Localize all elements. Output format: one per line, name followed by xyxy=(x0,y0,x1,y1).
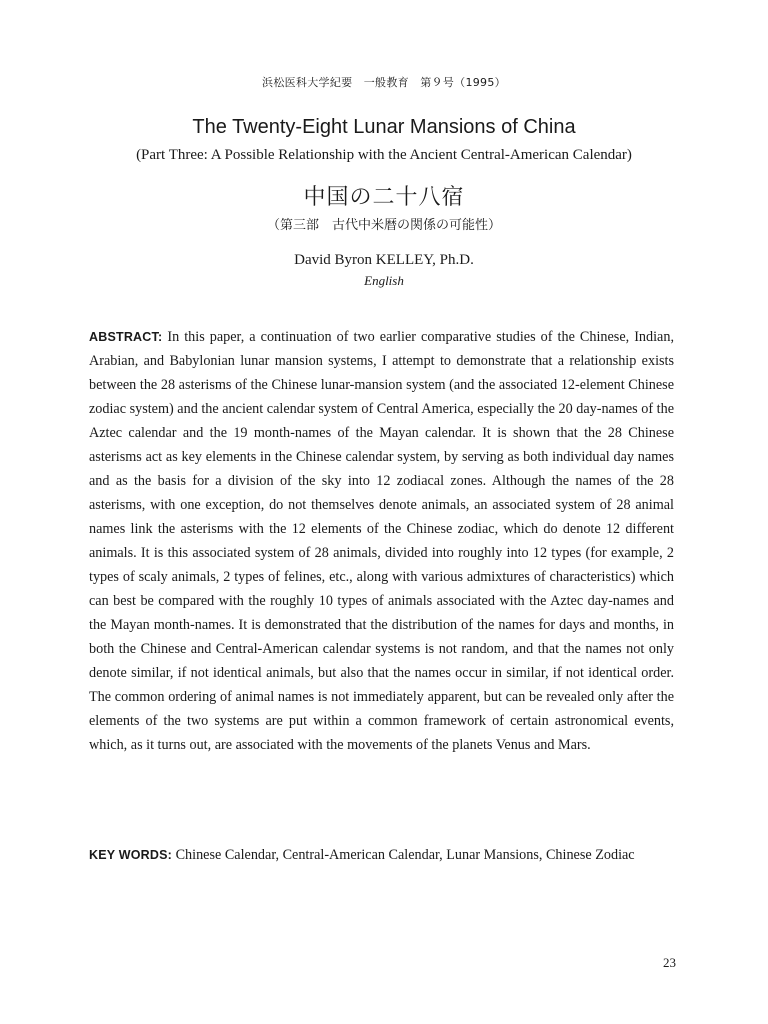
paper-title: The Twenty-Eight Lunar Mansions of China xyxy=(192,116,576,138)
paper-subtitle: (Part Three: A Possible Relationship with the Ancient Central-American Calendar) xyxy=(136,147,632,163)
japanese-title: 中国の二十八宿 xyxy=(303,185,465,210)
keywords-label: KEY WORDS: xyxy=(89,848,173,862)
journal-header: 浜松医科大学紀要 一般教育 第９号（1995） xyxy=(262,76,506,89)
abstract-label: ABSTRACT: xyxy=(89,330,163,344)
keywords-section xyxy=(89,843,674,867)
abstract-section xyxy=(89,325,674,757)
keywords-text: Chinese Calendar, Central-American Calendar, Lunar Mansions, Chinese Zodiac xyxy=(175,847,635,863)
author-name: David Byron KELLEY, Ph.D. xyxy=(294,252,474,268)
abstract-text: In this paper, a continuation of two earlier comparative studies of the Chinese, Indian, Arabian, and Babylonian lunar mansion systems, I attempt to demonstrate that a relationship exists between the 28 asterisms of the Chinese lunar-mansion system (and the associated 12-element Chinese zodiac system) and the ancient calendar system of Central America, especially the 20 day-names of the Aztec calendar and the 19 month-names of the Mayan calendar. It is shown that the 28 Chinese asterisms act as key elements in the Chinese calendar system, by serving as both individual day names and as the basis for a division of the sky into 12 zodiacal zones. Although the names of the 28 asterisms, with one exception, do not themselves denote animals, an associated system of 28 animal names link the asterisms with the 12 elements of the Chinese zodiac, which do denote 12 different animals. It is this associated system of 28 animals, divided into roughly into 12 types (for example, 2 types of scaly animals, 2 types of felines, etc., along with various admixtures of characteristics) which can best be compared with the roughly 10 types of animals associated with the Aztec day-names and the Mayan month-names. It is demonstrated that the distribution of the names for days and months, in both the Chinese and Central-American calendar systems is not random, and that the names not only denote similar, if not identical animals, but also that the names occur in similar, if not identical order. The common ordering of animal names is not immediately apparent, but can be revealed only after the elements of the two systems are put within a common framework of certain astronomical events, which, as it turns out, are associated with the movements of the planets Venus and Mars. xyxy=(89,329,674,753)
japanese-subtitle: （第三部 古代中米暦の関係の可能性） xyxy=(266,218,501,233)
author-affiliation: English xyxy=(364,273,404,288)
page-number: 23 xyxy=(663,955,676,970)
